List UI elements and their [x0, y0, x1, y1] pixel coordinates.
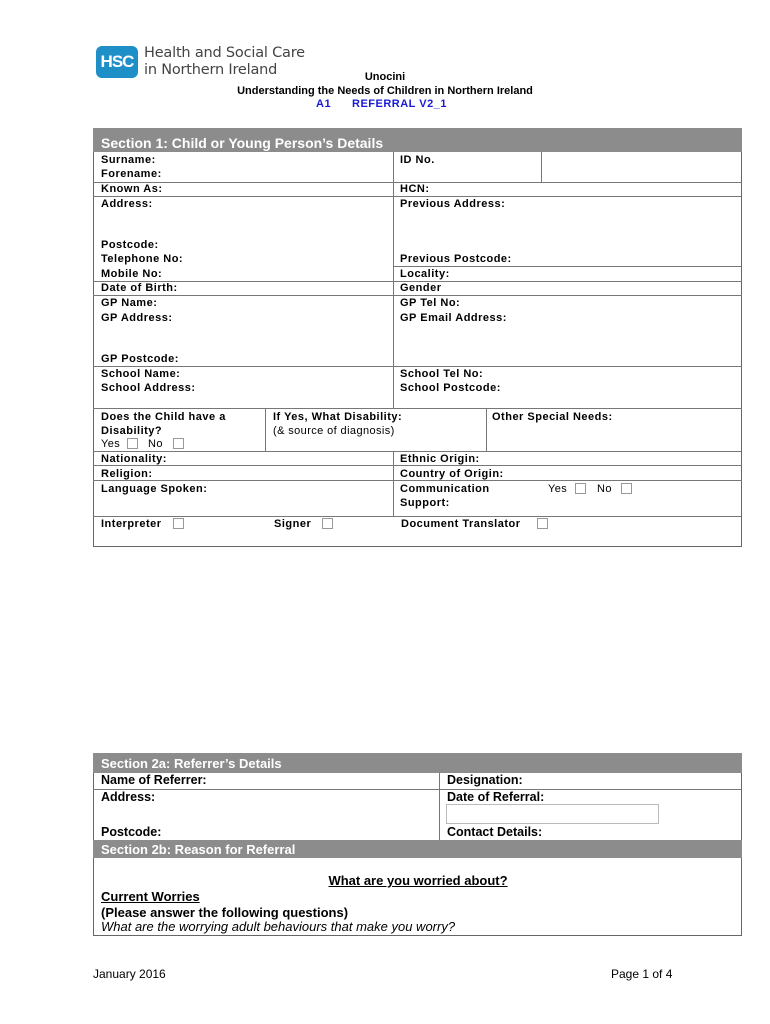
date-of-referral-field[interactable]	[446, 804, 659, 824]
gp-tel-label: GP Tel No:	[400, 297, 461, 309]
date-of-referral-label: Date of Referral:	[447, 790, 545, 804]
communication-no-label: No	[597, 483, 612, 495]
language-spoken-label: Language Spoken:	[101, 483, 208, 495]
designation-label: Designation:	[447, 773, 523, 787]
logo-line-2: in Northern Ireland	[144, 62, 278, 78]
form-reference: REFERRAL V2_1	[352, 98, 447, 110]
communication-label: Communication	[400, 483, 490, 495]
communication-yes-label: Yes	[548, 483, 568, 495]
divider	[93, 196, 742, 197]
known-as-label: Known As:	[101, 183, 163, 195]
footer-date: January 2016	[93, 967, 166, 981]
divider	[93, 408, 742, 409]
school-address-label: School Address:	[101, 382, 196, 394]
contact-details-label: Contact Details:	[447, 825, 543, 839]
previous-address-label: Previous Address:	[400, 198, 506, 210]
disability-no-checkbox[interactable]	[173, 438, 184, 449]
document-translator-checkbox[interactable]	[537, 518, 548, 529]
gp-name-label: GP Name:	[101, 297, 158, 309]
nationality-label: Nationality:	[101, 453, 167, 465]
disability-question-line2: Disability?	[101, 425, 163, 437]
gender-label: Gender	[400, 282, 442, 294]
school-postcode-label: School Postcode:	[400, 382, 501, 394]
gp-email-label: GP Email Address:	[400, 312, 507, 324]
communication-yes-checkbox[interactable]	[575, 483, 586, 494]
address-label: Address:	[101, 198, 153, 210]
referrer-name-label: Name of Referrer:	[101, 773, 207, 787]
worrying-behaviours-question: What are the worrying adult behaviours that make you worry?	[101, 919, 456, 934]
worried-heading: What are you worried about?	[328, 873, 508, 888]
divider	[93, 465, 742, 466]
forename-label: Forename:	[101, 168, 162, 180]
current-worries-heading: Current Worries	[101, 889, 200, 904]
divider	[93, 789, 742, 790]
mobile-label: Mobile No:	[101, 268, 163, 280]
interpreter-label: Interpreter	[101, 518, 162, 530]
communication-no-checkbox[interactable]	[621, 483, 632, 494]
divider	[93, 451, 742, 452]
form-code: A1	[316, 98, 332, 110]
dob-label: Date of Birth:	[101, 282, 178, 294]
postcode-label: Postcode:	[101, 239, 159, 251]
disability-no-label: No	[148, 438, 163, 450]
locality-label: Locality:	[400, 268, 450, 280]
column-divider	[486, 408, 487, 451]
divider	[93, 366, 742, 367]
diagnosis-source-label: (& source of diagnosis)	[273, 425, 395, 437]
answer-instructions: (Please answer the following questions)	[101, 905, 349, 920]
logo-line-1: Health and Social Care	[144, 45, 305, 61]
section-2a-header: Section 2a: Referrer’s Details	[93, 753, 742, 773]
footer-page-number: Page 1 of 4	[611, 967, 673, 981]
column-divider	[541, 152, 542, 182]
column-divider	[439, 773, 440, 840]
communication-support-label: Support:	[400, 497, 450, 509]
form-subtitle: Understanding the Needs of Children in Northern Ireland	[237, 85, 533, 97]
interpreter-checkbox[interactable]	[173, 518, 184, 529]
gp-postcode-label: GP Postcode:	[101, 353, 179, 365]
gp-address-label: GP Address:	[101, 312, 173, 324]
section-2b-header: Section 2b: Reason for Referral	[93, 840, 742, 858]
signer-checkbox[interactable]	[322, 518, 333, 529]
surname-label: Surname:	[101, 154, 156, 166]
divider	[393, 266, 742, 267]
disability-yes-checkbox[interactable]	[127, 438, 138, 449]
disability-yes-label: Yes	[101, 438, 121, 450]
telephone-label: Telephone No:	[101, 253, 184, 265]
referrer-address-label: Address:	[101, 790, 156, 804]
divider	[93, 480, 742, 481]
if-yes-disability-label: If Yes, What Disability:	[273, 411, 403, 423]
column-divider	[265, 408, 266, 451]
referrer-postcode-label: Postcode:	[101, 825, 162, 839]
religion-label: Religion:	[101, 468, 153, 480]
ethnic-origin-label: Ethnic Origin:	[400, 453, 480, 465]
signer-label: Signer	[274, 518, 312, 530]
other-special-needs-label: Other Special Needs:	[492, 411, 613, 423]
form-title: Unocini	[364, 71, 406, 83]
school-name-label: School Name:	[101, 368, 181, 380]
previous-postcode-label: Previous Postcode:	[400, 253, 512, 265]
disability-question-line1: Does the Child have a	[101, 411, 226, 423]
hcn-label: HCN:	[400, 183, 430, 195]
id-no-label: ID No.	[400, 154, 435, 166]
country-of-origin-label: Country of Origin:	[400, 468, 504, 480]
hsc-logo: HSC	[96, 46, 138, 78]
section-1-header: Section 1: Child or Young Person’s Details	[93, 128, 742, 152]
column-divider	[393, 451, 394, 516]
school-tel-label: School Tel No:	[400, 368, 484, 380]
document-translator-label: Document Translator	[401, 518, 521, 530]
divider	[93, 516, 742, 517]
divider	[93, 295, 742, 296]
column-divider	[393, 152, 394, 408]
